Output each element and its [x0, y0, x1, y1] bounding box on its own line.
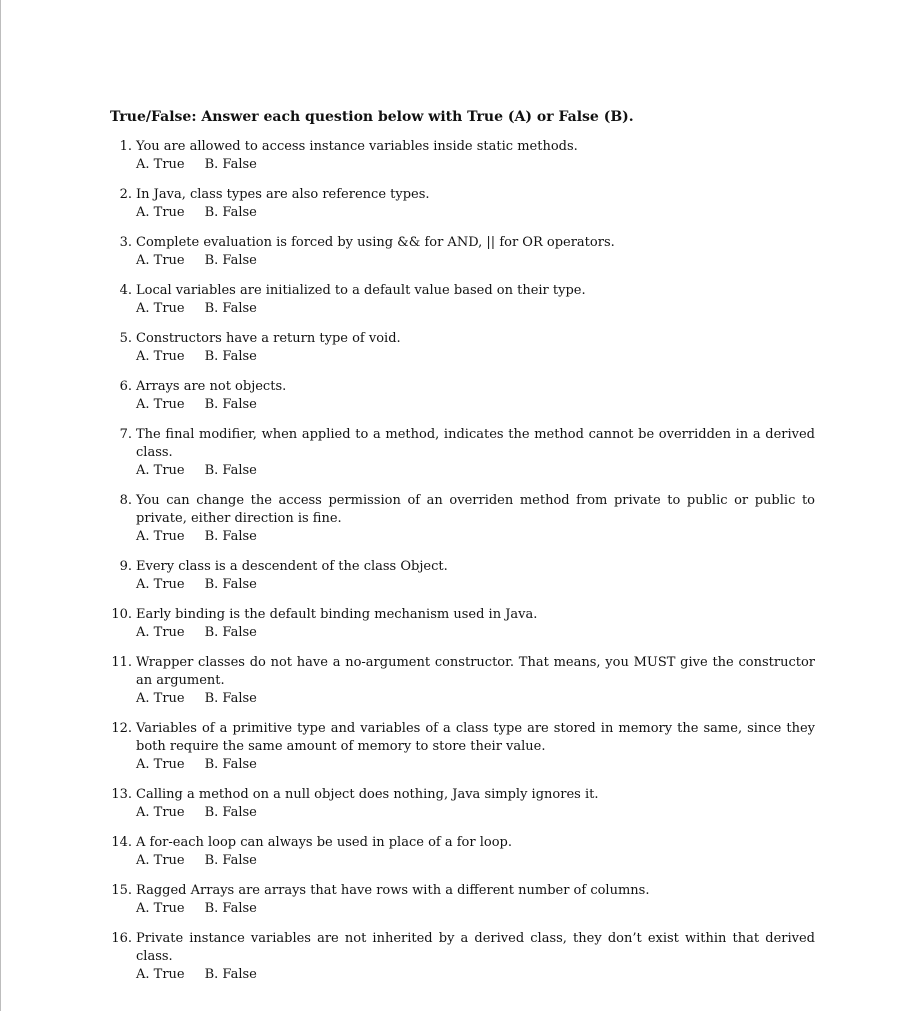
question-number: 13. [111, 787, 132, 802]
choice-false[interactable]: B. False [204, 967, 257, 982]
answer-choices [136, 462, 815, 480]
choice-true[interactable]: A. True [136, 577, 185, 592]
answer-choices [136, 576, 815, 594]
choice-false[interactable]: B. False [204, 205, 257, 220]
question-item [110, 606, 815, 642]
question-number: 1. [119, 139, 132, 154]
question-number: 7. [119, 427, 132, 442]
choice-false[interactable]: B. False [204, 529, 257, 544]
question-item [110, 930, 815, 984]
question-number: 14. [111, 835, 132, 850]
question-item [110, 186, 815, 222]
choice-true[interactable]: A. True [136, 805, 185, 820]
answer-choices [136, 690, 815, 708]
question-text: You can change the access permission of an overriden method from private to public or public to private, either direction is fine. [136, 493, 815, 526]
question-item [110, 834, 815, 870]
choice-false[interactable]: B. False [204, 757, 257, 772]
answer-choices [136, 300, 815, 318]
question-item [110, 138, 815, 174]
choice-true[interactable]: A. True [136, 157, 185, 172]
question-number: 5. [119, 331, 132, 346]
answer-choices [136, 852, 815, 870]
answer-choices [136, 528, 815, 546]
choice-true[interactable]: A. True [136, 757, 185, 772]
question-text: Ragged Arrays are arrays that have rows with a different number of columns. [136, 883, 650, 898]
page-left-border [0, 0, 1, 1011]
answer-choices [136, 756, 815, 774]
question-item [110, 426, 815, 480]
answer-choices [136, 900, 815, 918]
choice-false[interactable]: B. False [204, 397, 257, 412]
choice-false[interactable]: B. False [204, 463, 257, 478]
choice-true[interactable]: A. True [136, 349, 185, 364]
answer-choices [136, 252, 815, 270]
question-number: 3. [119, 235, 132, 250]
choice-false[interactable]: B. False [204, 157, 257, 172]
question-item [110, 882, 815, 918]
question-text: Every class is a descendent of the class Object. [136, 559, 448, 574]
question-text: Calling a method on a null object does nothing, Java simply ignores it. [136, 787, 599, 802]
question-item [110, 654, 815, 708]
question-item [110, 558, 815, 594]
question-text: Constructors have a return type of void. [136, 331, 401, 346]
question-text: Variables of a primitive type and variables of a class type are stored in memory the same, since they both require the same amount of memory to store their value. [136, 721, 815, 754]
exam-page [110, 108, 815, 996]
choice-false[interactable]: B. False [204, 853, 257, 868]
question-item [110, 492, 815, 546]
question-item [110, 378, 815, 414]
question-item [110, 234, 815, 270]
answer-choices [136, 204, 815, 222]
question-text: You are allowed to access instance variables inside static methods. [136, 139, 578, 154]
answer-choices [136, 348, 815, 366]
choice-true[interactable]: A. True [136, 463, 185, 478]
question-text: Arrays are not objects. [136, 379, 287, 394]
choice-true[interactable]: A. True [136, 691, 185, 706]
choice-false[interactable]: B. False [204, 805, 257, 820]
question-number: 12. [111, 721, 132, 736]
question-text: Local variables are initialized to a default value based on their type. [136, 283, 586, 298]
choice-true[interactable]: A. True [136, 625, 185, 640]
question-item [110, 786, 815, 822]
question-text: Complete evaluation is forced by using && for AND, || for OR operators. [136, 235, 615, 250]
question-list [110, 138, 815, 984]
question-text: Private instance variables are not inherited by a derived class, they don’t exist within that derived class. [136, 931, 815, 964]
answer-choices [136, 624, 815, 642]
question-number: 11. [111, 655, 132, 670]
question-text: The final modifier, when applied to a method, indicates the method cannot be overridden in a derived class. [136, 427, 815, 460]
choice-false[interactable]: B. False [204, 691, 257, 706]
choice-false[interactable]: B. False [204, 577, 257, 592]
answer-choices [136, 156, 815, 174]
question-number: 4. [119, 283, 132, 298]
question-item [110, 720, 815, 774]
choice-false[interactable]: B. False [204, 349, 257, 364]
question-text: In Java, class types are also reference types. [136, 187, 430, 202]
choice-true[interactable]: A. True [136, 967, 185, 982]
instructions-heading: True/False: Answer each question below with True (A) or False (B). [110, 109, 634, 125]
choice-true[interactable]: A. True [136, 301, 185, 316]
question-item [110, 282, 815, 318]
choice-false[interactable]: B. False [204, 301, 257, 316]
question-text: A for-each loop can always be used in place of a for loop. [136, 835, 512, 850]
choice-false[interactable]: B. False [204, 253, 257, 268]
choice-true[interactable]: A. True [136, 397, 185, 412]
question-number: 2. [119, 187, 132, 202]
choice-true[interactable]: A. True [136, 853, 185, 868]
question-number: 16. [111, 931, 132, 946]
choice-true[interactable]: A. True [136, 205, 185, 220]
question-text: Wrapper classes do not have a no-argument constructor. That means, you MUST give the constructor an argument. [136, 655, 815, 688]
answer-choices [136, 804, 815, 822]
question-item [110, 330, 815, 366]
choice-false[interactable]: B. False [204, 625, 257, 640]
question-number: 10. [111, 607, 132, 622]
question-number: 8. [119, 493, 132, 508]
choice-true[interactable]: A. True [136, 901, 185, 916]
question-number: 9. [119, 559, 132, 574]
question-number: 15. [111, 883, 132, 898]
question-text: Early binding is the default binding mechanism used in Java. [136, 607, 538, 622]
choice-false[interactable]: B. False [204, 901, 257, 916]
choice-true[interactable]: A. True [136, 253, 185, 268]
question-number: 6. [119, 379, 132, 394]
answer-choices [136, 396, 815, 414]
choice-true[interactable]: A. True [136, 529, 185, 544]
answer-choices [136, 966, 815, 984]
